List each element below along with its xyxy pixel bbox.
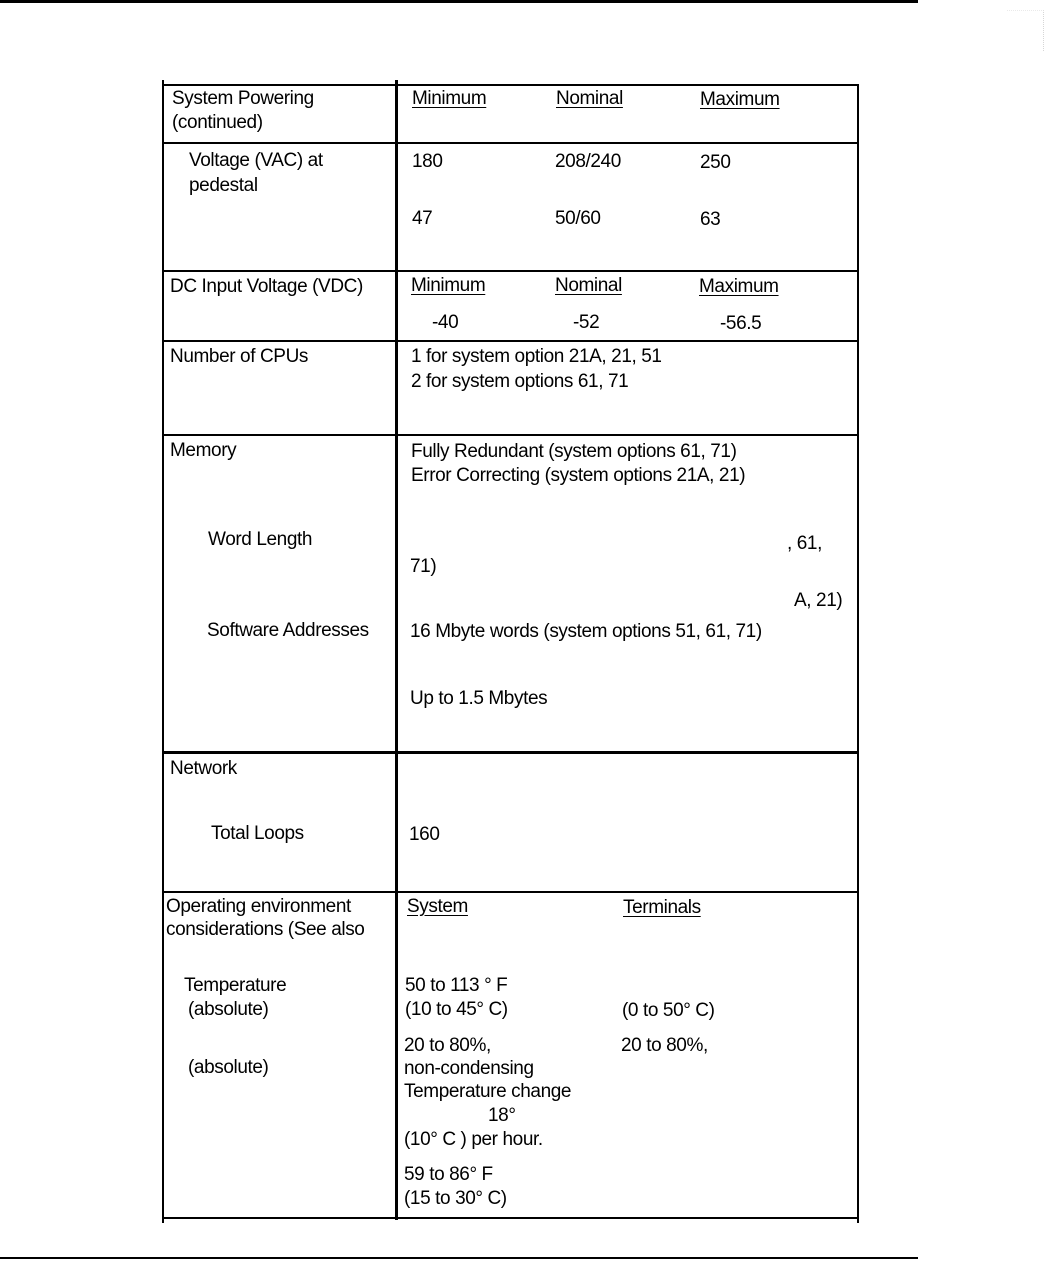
row-divider: [164, 751, 857, 754]
environment-header-system: System: [407, 896, 468, 917]
powering-header-nominal: Nominal: [556, 88, 623, 109]
memory-line-1: Fully Redundant (system options 61, 71): [411, 441, 737, 462]
word-length-value-b: 71): [410, 556, 437, 577]
dc-header-maximum: Maximum: [699, 276, 779, 297]
memory-line-2: Error Correcting (system options 21A, 21): [411, 465, 746, 486]
total-loops-value: 160: [409, 824, 440, 845]
dc-minimum: -40: [432, 312, 459, 333]
temperature-system-f: 50 to 113 ° F: [405, 975, 508, 996]
voltage-maximum: 250: [700, 152, 731, 173]
voltage-minimum: 180: [412, 151, 443, 172]
temperature-label-absolute: (absolute): [188, 999, 269, 1020]
temperature-terminals-c: (0 to 50° C): [622, 1000, 715, 1021]
humidity-system-rate-f: 18°: [488, 1105, 516, 1126]
row-divider: [164, 142, 857, 144]
humidity-label-absolute: (absolute): [188, 1057, 269, 1078]
humidity-system-condensing: non-condensing: [404, 1058, 534, 1079]
powering-label-continued: (continued): [172, 112, 263, 133]
network-label: Network: [170, 758, 237, 779]
dc-header-minimum: Minimum: [411, 275, 486, 296]
cpus-line-1: 1 for system option 21A, 21, 51: [411, 346, 662, 367]
dc-maximum: -56.5: [720, 313, 762, 334]
total-loops-label: Total Loops: [211, 823, 304, 844]
word-length-label: Word Length: [208, 529, 313, 550]
environment-header-terminals: Terminals: [623, 897, 701, 918]
table-right-border: [857, 84, 859, 1223]
software-addresses-label: Software Addresses: [207, 620, 369, 641]
humidity-terminals-range: 20 to 80%,: [621, 1035, 708, 1056]
voltage-label: Voltage (VAC) at: [189, 150, 323, 171]
row-divider: [164, 84, 859, 86]
word-length-value-a: , 61,: [787, 533, 822, 554]
row-divider: [164, 1217, 859, 1219]
row-divider: [164, 340, 857, 342]
memory-extra-value: Up to 1.5 Mbytes: [410, 688, 548, 709]
bottom-rule: [0, 1257, 918, 1259]
recommended-system-c: (15 to 30° C): [404, 1188, 507, 1209]
dc-input-label: DC Input Voltage (VDC): [170, 276, 363, 297]
column-divider: [395, 80, 398, 1220]
frequency-nominal: 50/60: [555, 208, 601, 229]
voltage-label-pedestal: pedestal: [189, 175, 258, 196]
top-rule: [0, 0, 918, 3]
temperature-label: Temperature: [184, 975, 287, 996]
recommended-system-f: 59 to 86° F: [404, 1164, 493, 1185]
table-left-border: [162, 80, 164, 1223]
frequency-maximum: 63: [700, 209, 721, 230]
humidity-system-temperature-change: Temperature change: [404, 1081, 572, 1102]
humidity-system-range: 20 to 80%,: [404, 1035, 491, 1056]
dc-nominal: -52: [573, 312, 600, 333]
row-divider: [164, 434, 857, 436]
temperature-system-c: (10 to 45° C): [405, 999, 508, 1020]
powering-header-maximum: Maximum: [700, 89, 780, 110]
memory-label: Memory: [170, 440, 237, 461]
voltage-nominal: 208/240: [555, 151, 621, 172]
powering-label: System Powering: [172, 88, 314, 109]
row-divider: [164, 891, 857, 893]
cpus-line-2: 2 for system options 61, 71: [411, 371, 629, 392]
scan-artifact: [1007, 10, 1044, 51]
environment-label-see-also: considerations (See also: [166, 919, 365, 940]
humidity-system-rate-c: (10° C ) per hour.: [404, 1129, 543, 1150]
dc-header-nominal: Nominal: [555, 275, 622, 296]
row-divider: [164, 270, 857, 272]
word-length-value-c: A, 21): [794, 590, 843, 611]
environment-label: Operating environment: [166, 896, 351, 917]
frequency-minimum: 47: [412, 208, 433, 229]
powering-header-minimum: Minimum: [412, 88, 487, 109]
software-addresses-value: 16 Mbyte words (system options 51, 61, 71): [410, 621, 762, 642]
cpus-label: Number of CPUs: [170, 346, 308, 367]
